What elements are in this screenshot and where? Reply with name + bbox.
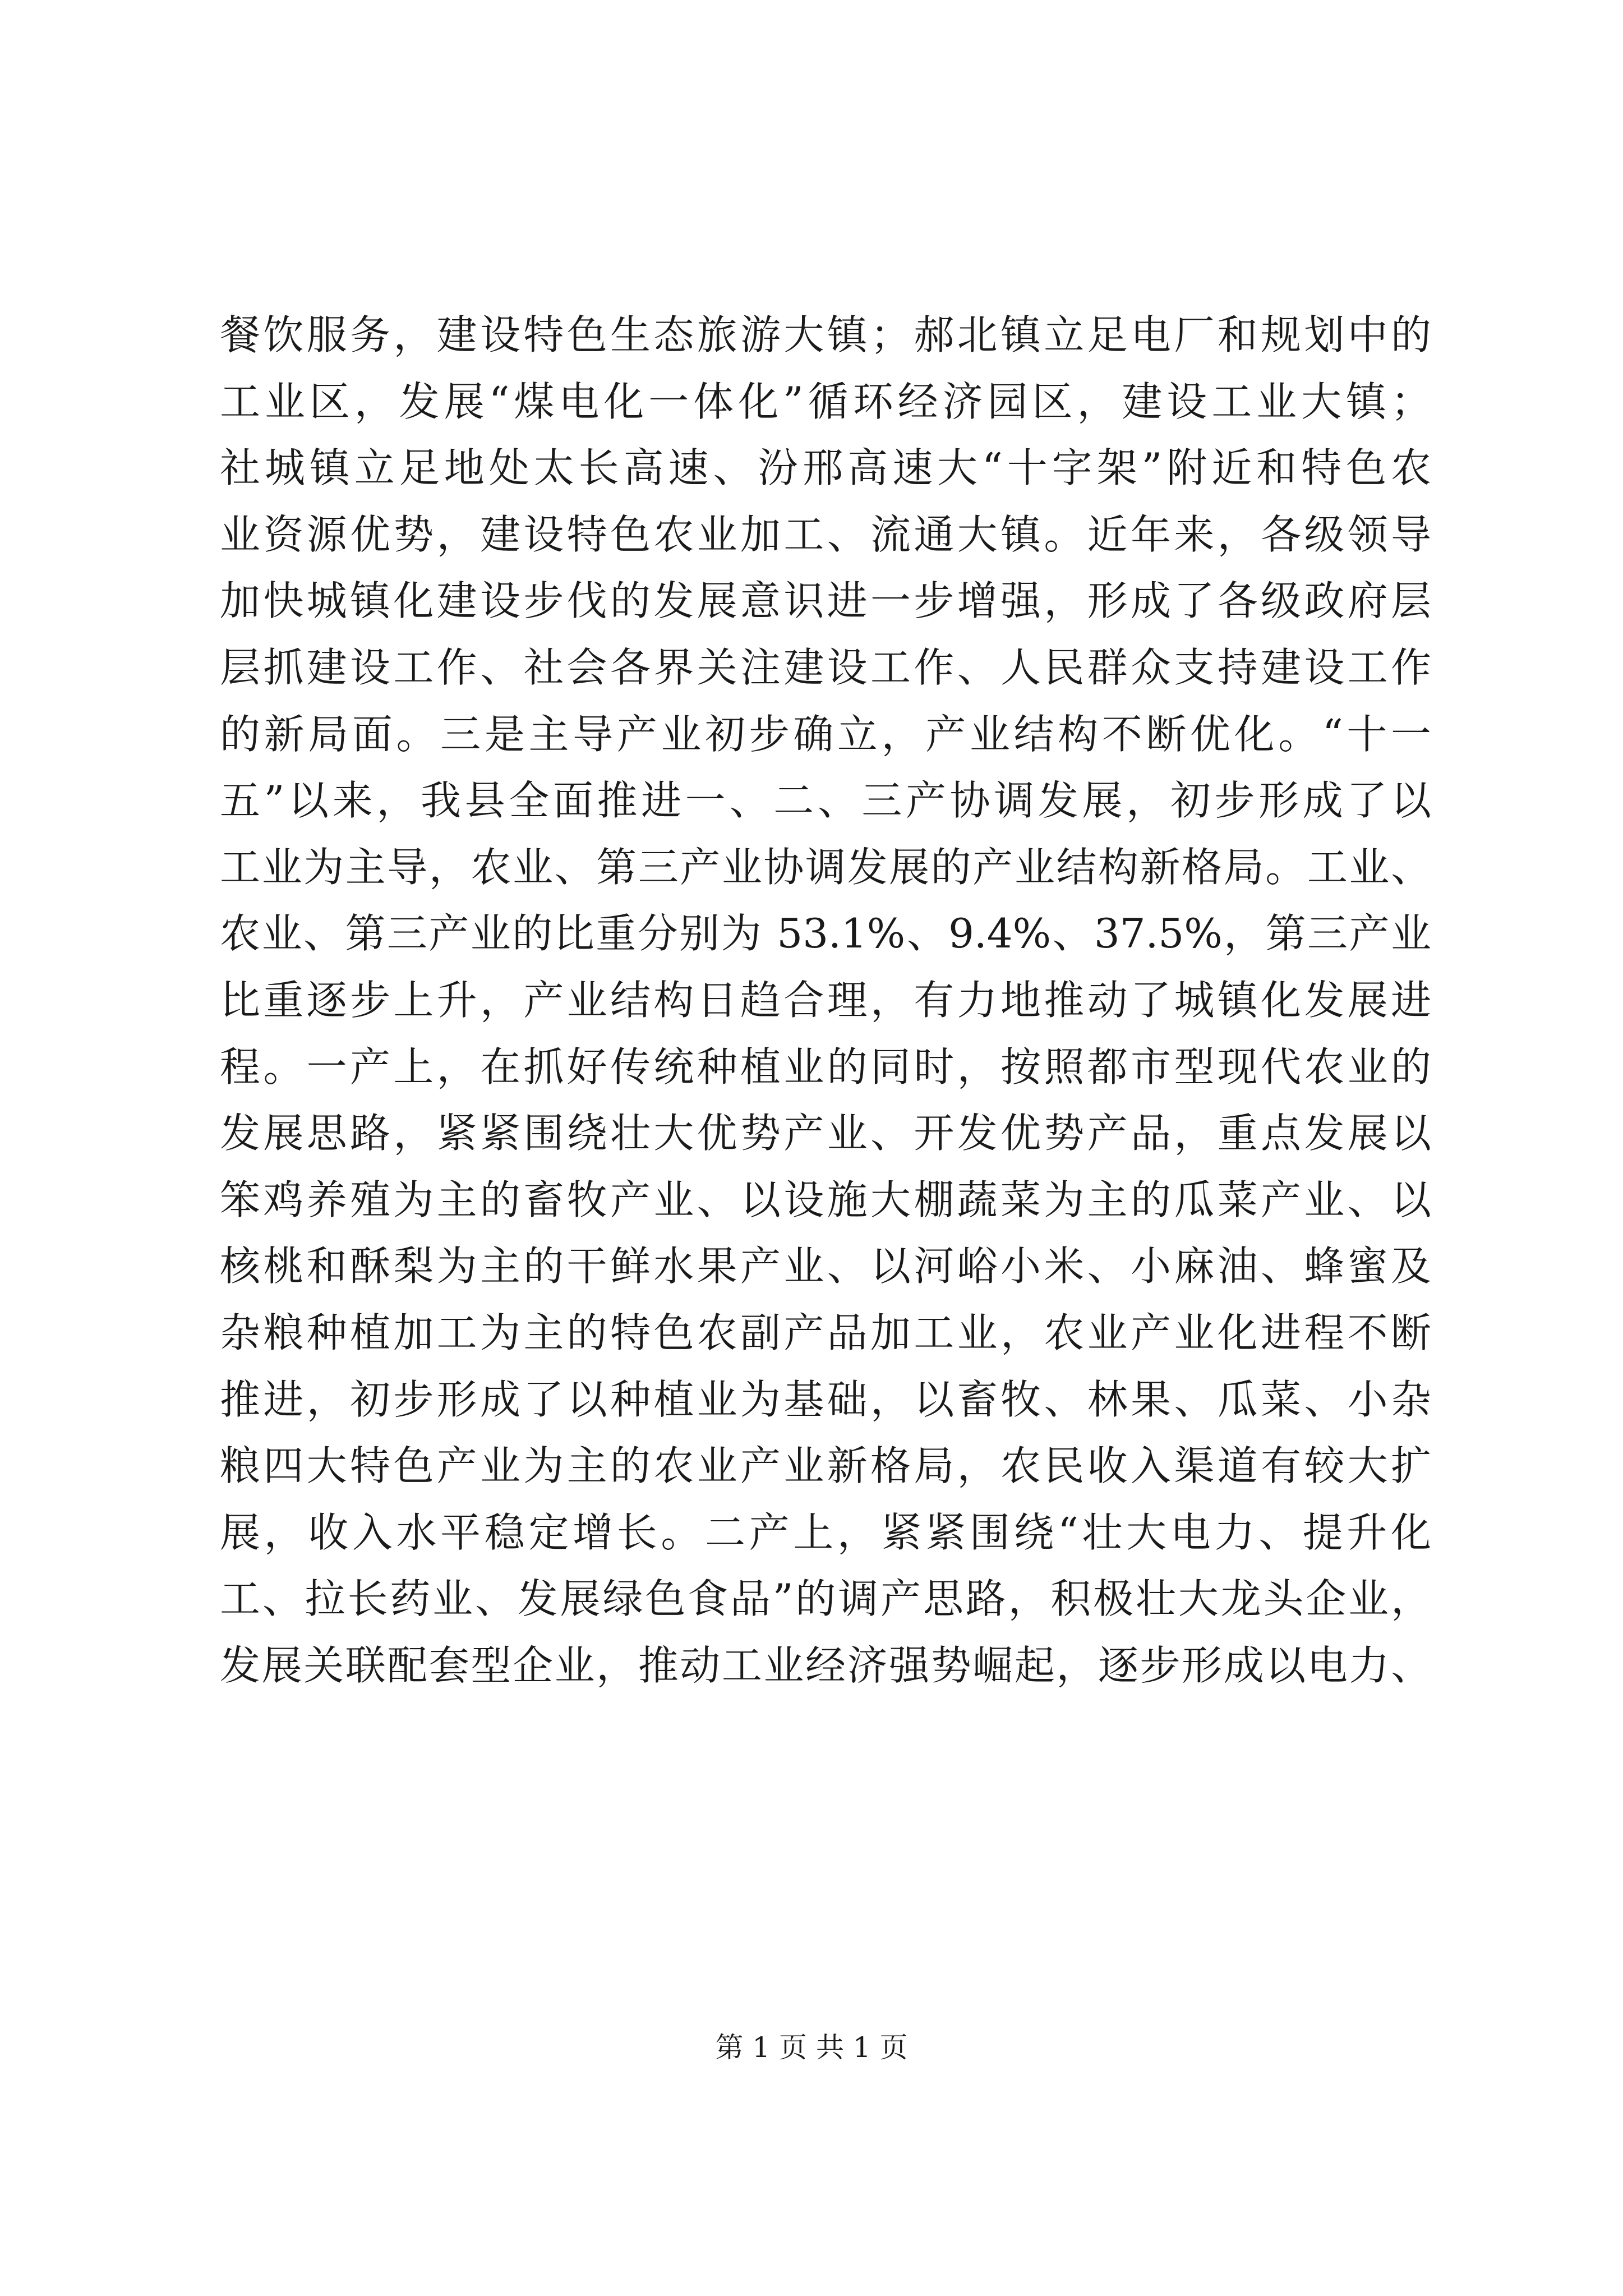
text-line: 餐饮服务，建设特色生态旅游大镇；郝北镇立足电厂和规划中的 (220, 311, 1431, 358)
text-line: 社城镇立足地处太长高速、汾邢高速大“十字架”附近和特色农 (220, 444, 1431, 492)
text-line: 的新局面。三是主导产业初步确立，产业结构不断优化。“十一 (220, 710, 1431, 758)
body-text (220, 302, 1431, 1699)
text-line: 推进，初步形成了以种植业为基础，以畜牧、林果、瓜菜、小杂 (220, 1375, 1431, 1423)
text-line: 工业区，发展“煤电化一体化”循环经济园区，建设工业大镇； (220, 378, 1431, 425)
text-line: 展，收入水平稳定增长。二产上，紧紧围绕“壮大电力、提升化 (220, 1508, 1431, 1556)
text-line: 五”以来，我县全面推进一、二、三产协调发展，初步形成了以 (220, 777, 1431, 825)
text-line: 程。一产上，在抓好传统种植业的同时，按照都市型现代农业的 (220, 1043, 1431, 1091)
text-line: 杂粮种植加工为主的特色农副产品加工业，农业产业化进程不断 (220, 1309, 1431, 1356)
text-line: 发展关联配套型企业，推动工业经济强势崛起，逐步形成以电力、 (220, 1641, 1431, 1689)
text-line: 农业、第三产业的比重分别为 53.1%、9.4%、37.5%，第三产业 (220, 910, 1431, 958)
text-line: 笨鸡养殖为主的畜牧产业、以设施大棚蔬菜为主的瓜菜产业、以 (220, 1176, 1431, 1223)
text-line: 工、拉长药业、发展绿色食品”的调产思路，积极壮大龙头企业， (220, 1575, 1431, 1623)
text-line: 发展思路，紧紧围绕壮大优势产业、开发优势产品，重点发展以 (220, 1110, 1431, 1157)
text-line: 工业为主导，农业、第三产业协调发展的产业结构新格局。工业、 (220, 843, 1431, 891)
text-line: 层抓建设工作、社会各界关注建设工作、人民群众支持建设工作 (220, 643, 1431, 691)
text-line: 核桃和酥梨为主的干鲜水果产业、以河峪小米、小麻油、蜂蜜及 (220, 1243, 1431, 1290)
text-line: 比重逐步上升，产业结构日趋合理，有力地推动了城镇化发展进 (220, 976, 1431, 1024)
page-footer: 第 1 页 共 1 页 (715, 2031, 908, 2064)
text-line: 加快城镇化建设步伐的发展意识进一步增强，形成了各级政府层 (220, 577, 1431, 625)
text-line: 业资源优势，建设特色农业加工、流通大镇。近年来，各级领导 (220, 510, 1431, 558)
text-line: 粮四大特色产业为主的农业产业新格局，农民收入渠道有较大扩 (220, 1442, 1431, 1490)
